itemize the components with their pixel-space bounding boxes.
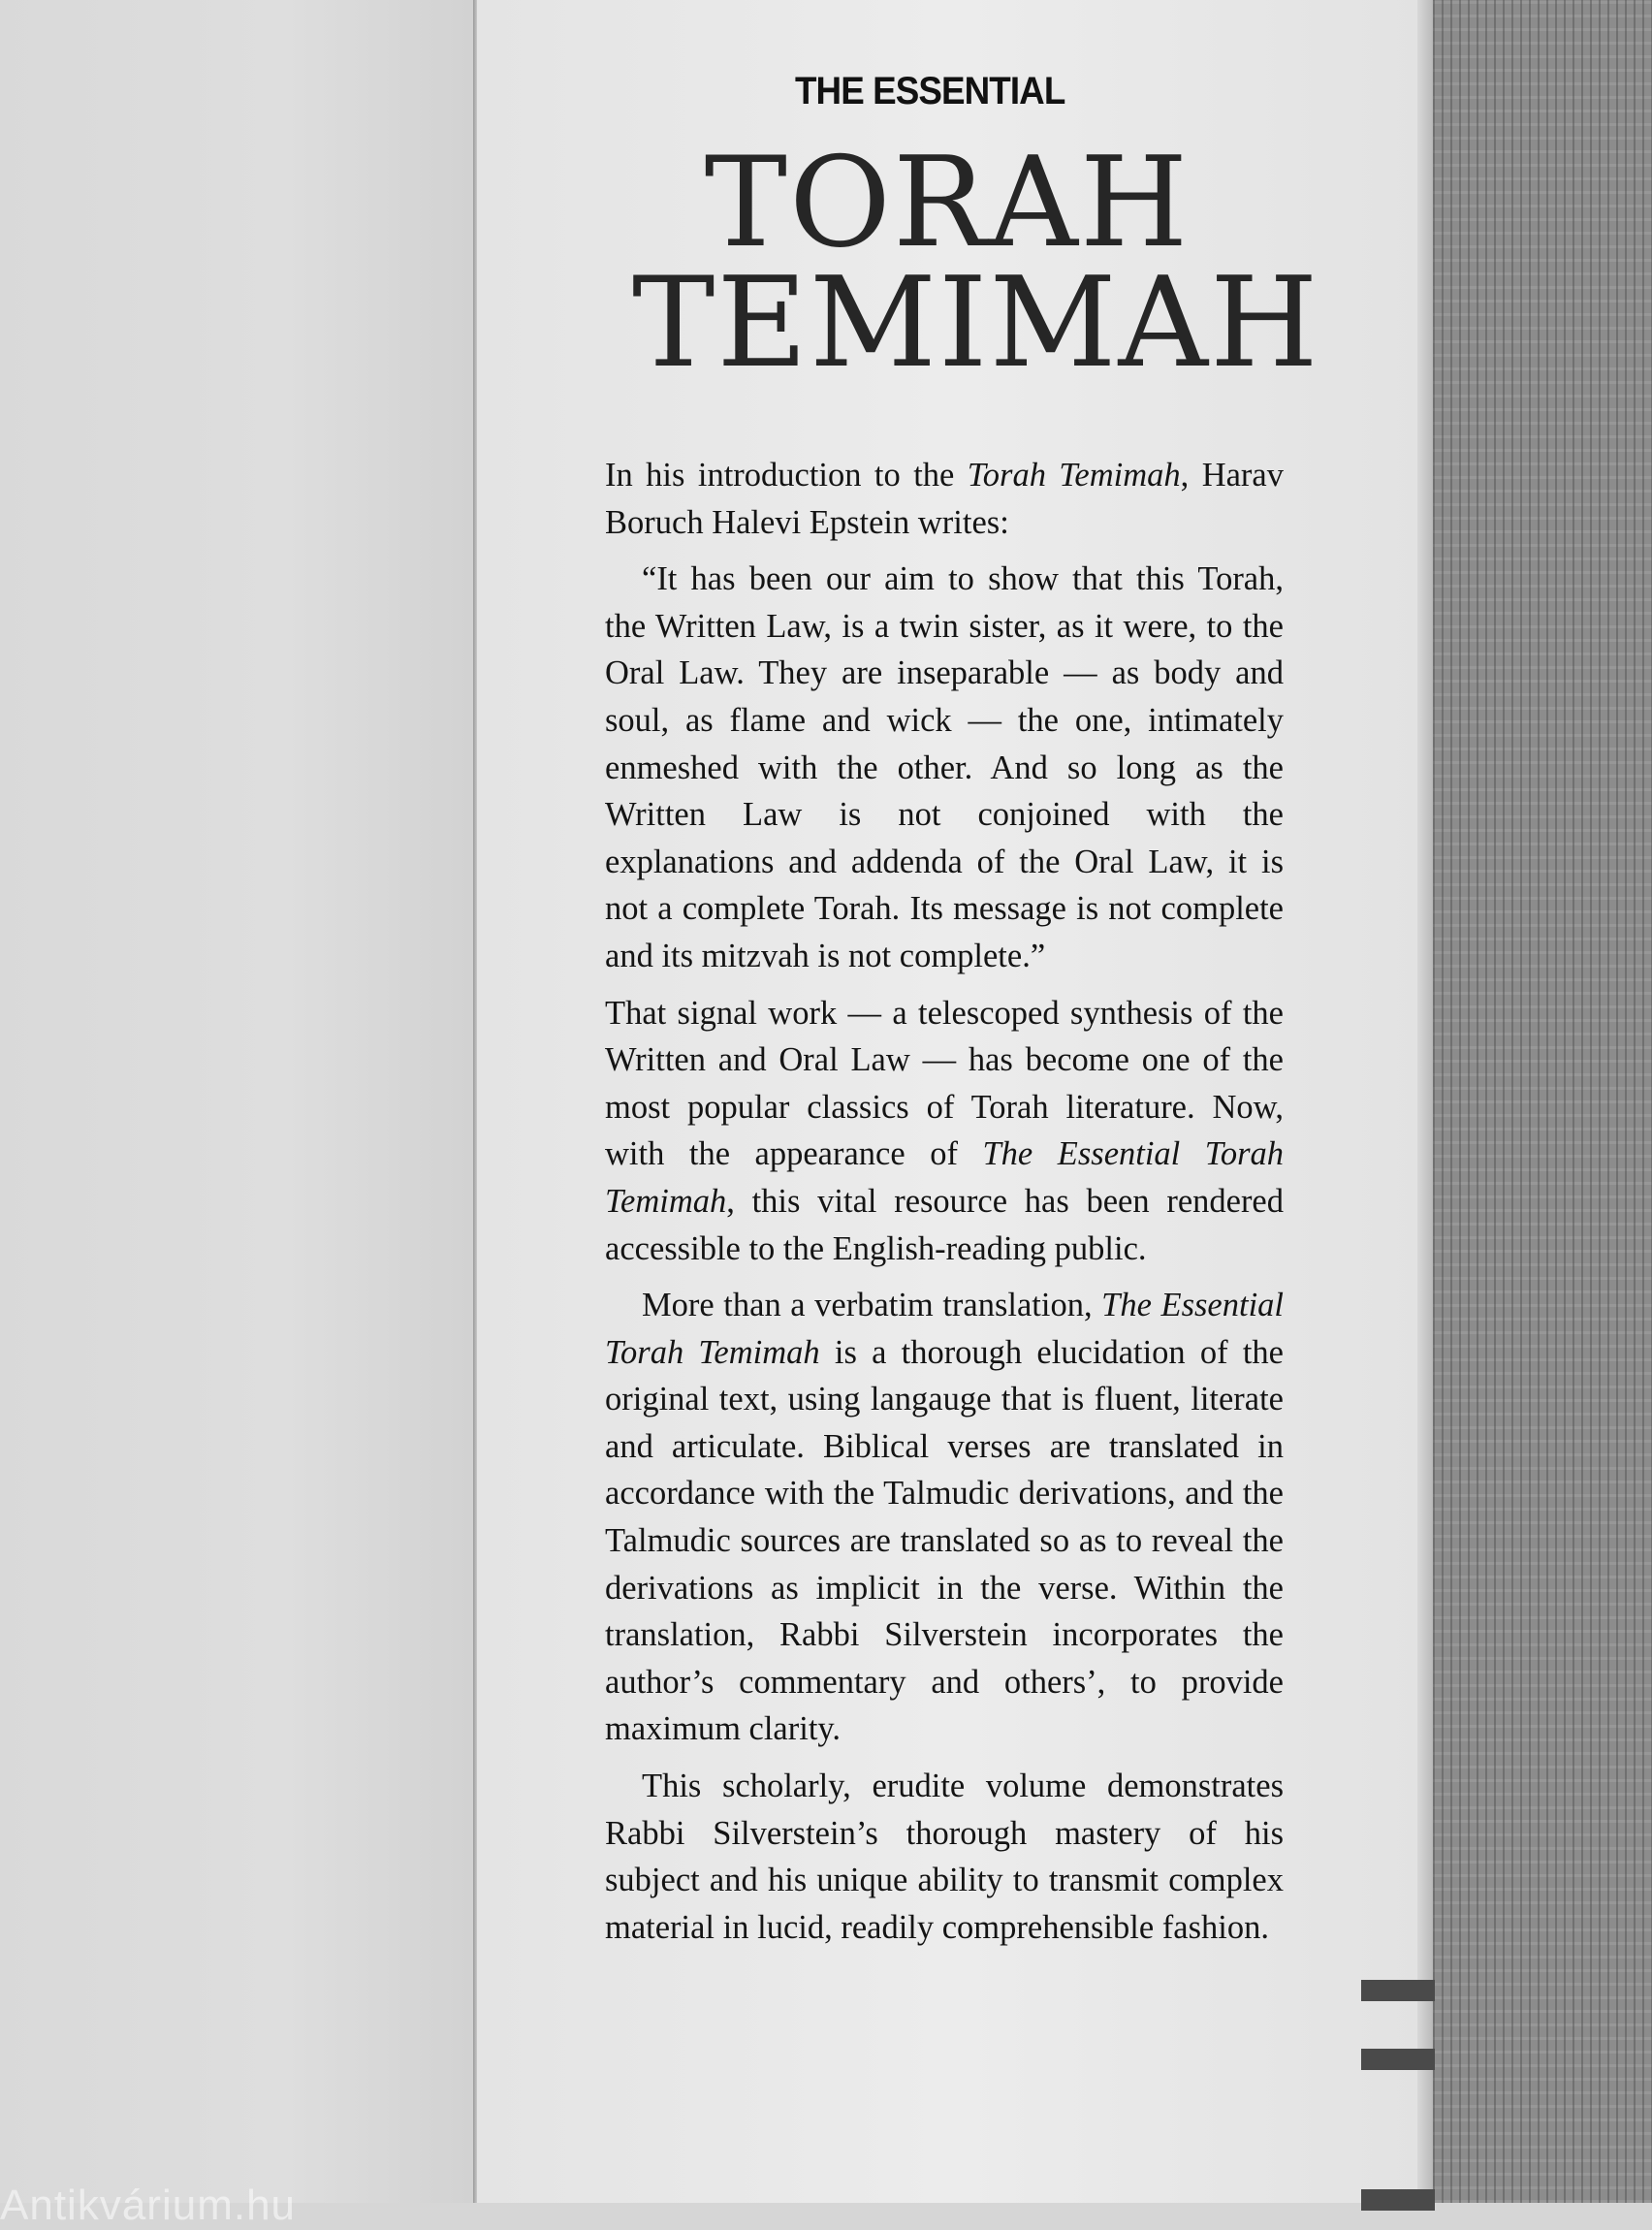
inside-front-flap-blank — [0, 0, 473, 2203]
paragraph-text: This scholarly, erudite volume demonstrates Rabbi Silverstein’s thorough mastery of his subject and his unique ability to transmit complex material in lucid, readily comprehensible fashion. — [605, 1768, 1284, 1946]
title-line-1: TORAH — [704, 131, 1191, 275]
body-paragraph — [605, 1763, 1284, 1951]
paragraph-text: is a thorough elucidation of the original text, using langauge that is fluent, literate and articulate. Biblical verses are translated in accordance with the Talmudic derivations, and the Talmudic sources are translated so as to reveal the derivations as implicit in the verse. Within the translation, Rabbi Silverstein incorporates the author’s commentary and others’, to provide maximum clarity. — [605, 1333, 1284, 1748]
binding-mark — [1361, 2049, 1435, 2070]
watermark-text: Antikvárium.hu — [0, 2182, 297, 2229]
book-title — [632, 131, 1320, 396]
paragraph-text: That signal work — a telescoped synthesis of the Written and Oral Law — has become one of the most popular classics of Torah literature. Now, with the appearance of — [605, 994, 1284, 1173]
title-overline: THE ESSENTIAL — [795, 70, 1065, 112]
paragraph-text: “It has been our aim to show that this Torah, the Written Law, is a twin sister, as it were, to the Oral Law. They are inseparable — as body and soul, as flame and wick — the one, intimately enmeshed with the other. And so long as the Written Law is not conjoined with the explanations and addenda of the Oral Law, it is not a complete Torah. Its message is not complete and its mitzvah is not complete.” — [605, 560, 1284, 974]
binding-mark — [1361, 2189, 1435, 2211]
body-paragraph — [605, 1282, 1284, 1753]
paragraph-text: In his introduction to the — [605, 457, 968, 494]
italic-title-text: Torah Temimah — [967, 457, 1181, 494]
title-line-2: TEMIMAH — [632, 251, 1320, 396]
italic-title-text: The Essential Torah Temimah — [605, 1135, 1284, 1220]
paragraph-text: More than a verbatim translation, — [642, 1287, 1102, 1324]
body-paragraph — [605, 990, 1284, 1273]
paragraph-text: , Harav Boruch Halevi Epstein writes: — [605, 457, 1284, 541]
book-cloth-cover — [1433, 0, 1652, 2203]
body-paragraph — [605, 452, 1284, 546]
paragraph-text: , this vital resource has been rendered accessible to the English-reading public. — [605, 1182, 1284, 1267]
italic-title-text: The Essential Torah Temimah — [605, 1287, 1284, 1371]
flap-body-text — [605, 452, 1284, 1960]
binding-mark — [1361, 1980, 1435, 2001]
body-paragraph — [605, 556, 1284, 979]
